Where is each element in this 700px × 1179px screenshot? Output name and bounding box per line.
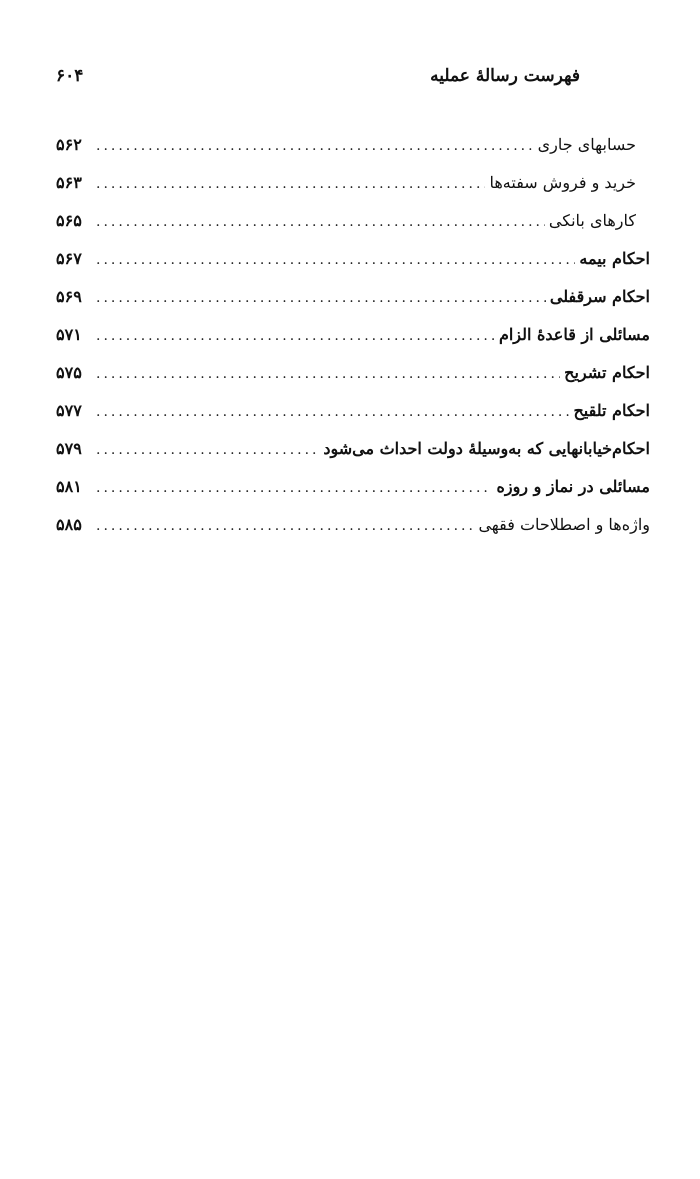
- toc-entry: [56, 202, 650, 240]
- toc-entry: [56, 240, 650, 278]
- dot-leader: [96, 165, 485, 203]
- toc-entry: [56, 430, 650, 468]
- toc-entry: [56, 392, 650, 430]
- toc-entry-page: ۵۸۱: [56, 477, 82, 496]
- toc-entry: [56, 126, 650, 164]
- toc-entry: [56, 354, 650, 392]
- toc-entry-label: واژه‌ها و اصطلاحات فقهی: [478, 515, 650, 534]
- toc-entry-page: ۵۶۷: [56, 249, 82, 268]
- toc-entry: [56, 316, 650, 354]
- toc-entry-label: مسائلی از قاعدهٔ الزام: [498, 325, 650, 344]
- dot-leader: [96, 355, 560, 393]
- toc-entry-label: احکام تلقیح: [573, 401, 650, 420]
- dot-leader: [96, 127, 534, 165]
- toc-entry-label: احکام سرقفلی: [549, 287, 650, 306]
- dot-leader: [96, 393, 569, 431]
- toc-entry-label: کارهای بانکی: [548, 211, 636, 230]
- toc-entry-page: ۵۷۹: [56, 439, 82, 458]
- dot-leader: [96, 431, 319, 469]
- dot-leader: [96, 507, 474, 545]
- toc-entry-label: مسائلی در نماز و روزه: [496, 477, 650, 496]
- toc-entry: [56, 278, 650, 316]
- toc-entry-label: احکام تشریح: [564, 363, 650, 382]
- toc-entry: [56, 468, 650, 506]
- toc-entry-page: ۵۷۷: [56, 401, 82, 420]
- running-title: فهرست رسالهٔ عملیه: [430, 66, 580, 86]
- dot-leader: [96, 203, 545, 241]
- toc-entry-page: ۵۷۵: [56, 363, 82, 382]
- page-number: ۶۰۴: [56, 66, 84, 86]
- dot-leader: [96, 279, 546, 317]
- toc-entry-page: ۵۶۲: [56, 135, 82, 154]
- dot-leader: [96, 469, 492, 507]
- toc-entry-page: ۵۶۹: [56, 287, 82, 306]
- page-header: [56, 60, 596, 94]
- toc-entry-page: ۵۷۱: [56, 325, 82, 344]
- toc-entry-label: خرید و فروش سفته‌ها: [489, 173, 636, 192]
- dot-leader: [96, 317, 495, 355]
- toc-entry: [56, 164, 650, 202]
- table-of-contents: [56, 126, 650, 544]
- toc-entry-label: احکام بیمه: [579, 249, 650, 268]
- toc-entry-page: ۵۶۵: [56, 211, 82, 230]
- toc-entry: [56, 506, 650, 544]
- toc-entry-page: ۵۸۵: [56, 515, 82, 534]
- dot-leader: [96, 241, 575, 279]
- toc-entry-label: حسابهای جاری: [537, 135, 636, 154]
- toc-entry-page: ۵۶۳: [56, 173, 82, 192]
- toc-entry-label: احکام‌خیابانهایی که به‌وسیلهٔ دولت احداث می‌شود: [323, 439, 650, 458]
